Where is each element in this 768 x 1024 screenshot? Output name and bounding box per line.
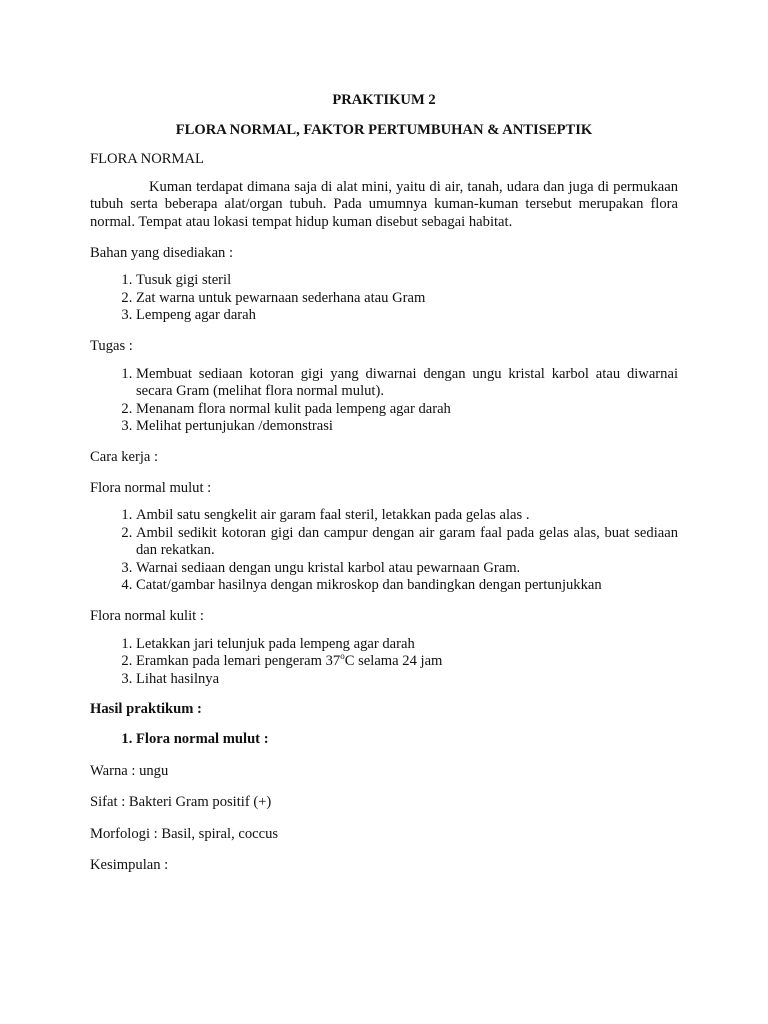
list-item-text: Eramkan pada lemari pengeram 37 [136,653,341,670]
bahan-label: Bahan yang disediakan : [90,244,234,261]
hasil-label: Hasil praktikum : [90,701,202,718]
kesimpulan-field: Kesimpulan : [90,857,169,874]
cara-kerja-label: Cara kerja : [90,448,159,465]
flora-kulit-list [90,636,678,689]
morfologi-field: Morfologi : Basil, spiral, coccus [90,825,279,842]
sifat-field: Sifat : Bakteri Gram positif (+) [90,794,272,811]
list-item: 2. Ambil sedikit kotoran gigi dan campur dengan air garam faal pada gelas alas, buat sediaan dan rekatkan. [136,525,678,560]
flora-mulut-label: Flora normal mulut : [90,479,212,496]
document-title: PRAKTIKUM 2 [332,92,436,108]
section-heading: FLORA NORMAL [90,151,204,168]
list-item: 1. Tusuk gigi steril [136,272,678,290]
bahan-list [90,272,678,325]
list-item: 3. Lihat hasilnya [136,671,678,689]
list-item: 1. Ambil satu sengkelit air garam faal steril, letakkan pada gelas alas . [136,507,678,525]
document-page [90,92,678,875]
warna-field: Warna : ungu [90,762,169,779]
list-item: 1. Membuat sediaan kotoran gigi yang diwarnai dengan ungu kristal karbol atau diwarnai secara Gram (melihat flora normal mulut). [136,366,678,401]
tugas-list [90,366,678,436]
list-item: 1. Letakkan jari telunjuk pada lempeng agar darah [136,636,678,654]
list-item: 4. Catat/gambar hasilnya dengan mikroskop dan bandingkan dengan pertunjukkan [136,577,678,595]
list-item: 2. Zat warna untuk pewarnaan sederhana atau Gram [136,290,678,308]
tugas-label: Tugas : [90,337,133,354]
list-item: 3. Warnai sediaan dengan ungu kristal karbol atau pewarnaan Gram. [136,560,678,578]
flora-mulut-list [90,507,678,595]
list-item: 1. Flora normal mulut : [136,731,678,749]
list-item: 3. Melihat pertunjukan /demonstrasi [136,418,678,436]
list-item: 2. Menanam flora normal kulit pada lempeng agar darah [136,401,678,419]
list-item [136,653,678,671]
list-item-text: C selama 24 jam [344,653,443,670]
list-item: 3. Lempeng agar darah [136,307,678,325]
intro-paragraph: Kuman terdapat dimana saja di alat mini, yaitu di air, tanah, udara dan juga di permukaan tubuh serta beberapa alat/organ tubuh. Pada umumnya kuman-kuman tersebut merupakan flora normal. Tempat atau lokasi tempat hidup kuman disebut sebagai habitat. [90,178,678,230]
document-subtitle: FLORA NORMAL, FAKTOR PERTUMBUHAN & ANTISEPTIK [175,121,593,138]
degree-superscript: o [340,651,345,662]
flora-kulit-label: Flora normal kulit : [90,608,204,625]
hasil-list [90,731,678,749]
